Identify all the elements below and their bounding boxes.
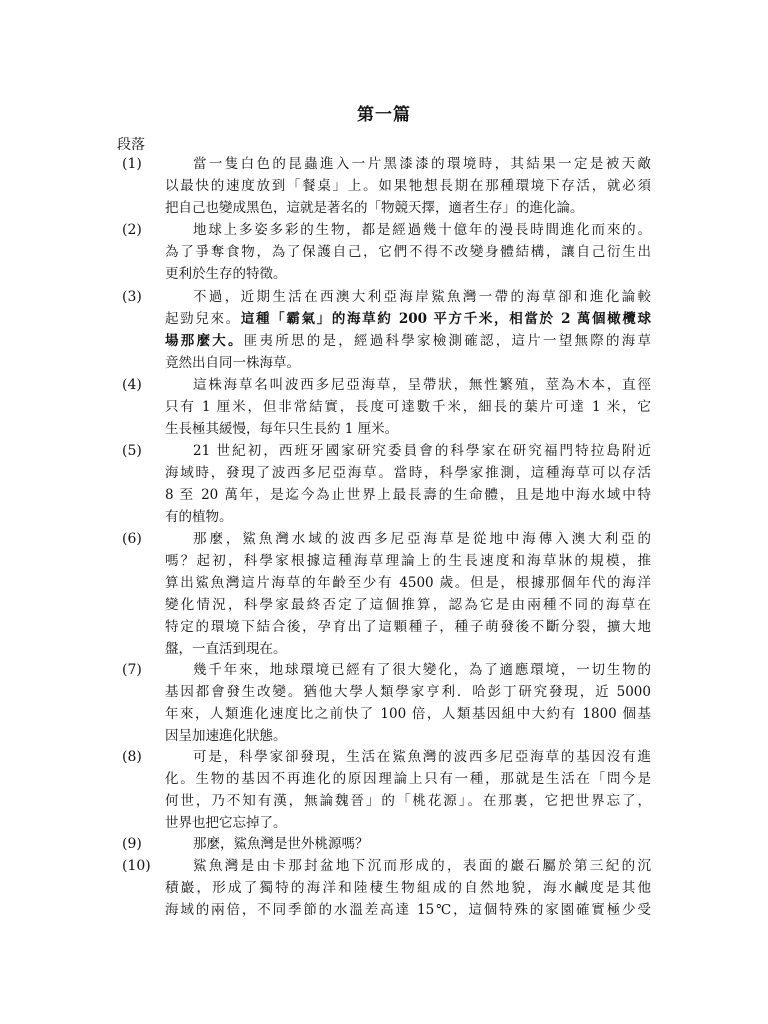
- paragraph-number: (4): [122, 377, 142, 393]
- paragraph-line: 生長極其緩慢，每年只生長約 1 厘米。: [165, 421, 399, 437]
- bold-emphasis: 場那麼大。: [165, 333, 244, 349]
- paragraph-number: (9): [122, 836, 142, 852]
- paragraph-number: (8): [122, 749, 142, 765]
- paragraph-line: 這株海草名叫波西多尼亞海草，呈帶狀，無性繁殖，莖為木本，直徑: [193, 377, 651, 393]
- paragraph-number: (3): [122, 289, 142, 305]
- paragraph-line: 當一隻白色的昆蟲進入一片黑漆漆的環境時，其結果一定是被天敵: [193, 156, 651, 172]
- paragraph-line: 嗎？起初，科學家根據這種海草理論上的生長速度和海草牀的規模，推: [165, 553, 651, 569]
- paragraph-line: 8 至 20 萬年，是迄今為止世界上最長壽的生命體，且是地中海水域中特: [165, 487, 651, 503]
- paragraph-line: 海域時，發現了波西多尼亞海草。當時，科學家推測，這種海草可以存活: [165, 465, 651, 481]
- paragraph-line: 基因都會發生改變。猶他大學人類學家亨利．哈彭丁研究發現，近 5000: [165, 684, 651, 700]
- paragraph-line: 世界也把它忘掉了。: [165, 815, 287, 831]
- paragraph-line: 不過，近期生活在西澳大利亞海岸鯊魚灣一帶的海草卻和進化論較: [193, 289, 651, 305]
- page-title: 第一篇: [357, 105, 411, 125]
- paragraph-number: (2): [122, 222, 142, 238]
- paragraph-line-mixed: [165, 330, 651, 352]
- paragraph-line: 年來，人類進化速度比之前快了 100 倍，人類基因組中大約有 1800 個基: [165, 706, 651, 722]
- paragraph-line: 21 世紀初，西班牙國家研究委員會的科學家在研究福門特拉島附近: [193, 443, 651, 459]
- section-label: 段落: [117, 137, 145, 153]
- paragraph-line: 幾千年來，地球環境已經有了很大變化，為了適應環境，一切生物的: [193, 662, 651, 678]
- paragraph-line: 把自己也變成黑色，這就是著名的「物競天擇，適者生存」的進化論。: [165, 200, 584, 216]
- paragraph-line: 以最快的速度放到「餐桌」上。如果牠想長期在那種環境下存活，就必須: [165, 178, 651, 194]
- paragraph-line: 何世，乃不知有漢，無論魏晉」的「桃花源」。在那裏，它把世界忘了，: [165, 793, 651, 809]
- paragraph-line: 更利於生存的特徵。: [165, 266, 287, 282]
- paragraph-line: 可是，科學家卻發現，生活在鯊魚灣的波西多尼亞海草的基因沒有進: [193, 749, 651, 765]
- paragraph-line: 有的植物。: [165, 509, 233, 525]
- paragraph-line-mixed: [165, 308, 651, 330]
- paragraph-text: 匪夷所思的是，經過科學家檢測確認，這片一望無際的海草: [243, 333, 651, 349]
- paragraph-number: (10): [122, 858, 151, 874]
- paragraph-number: (5): [122, 443, 142, 459]
- paragraph-line: 因呈加速進化狀態。: [165, 728, 287, 744]
- paragraph-line: 那麼，鯊魚灣水域的波西多尼亞海草是從地中海傳入澳大利亞的: [193, 531, 651, 547]
- paragraph-line: 化。生物的基因不再進化的原因理論上只有一種，那就是生活在「問今是: [165, 771, 651, 787]
- paragraph-line: 海域的兩倍，不同季節的水溫差高達 15℃，這個特殊的家園確實極少受: [165, 902, 651, 918]
- paragraph-line: 積巖，形成了獨特的海洋和陸棲生物組成的自然地貌，海水鹹度是其他: [165, 880, 651, 896]
- paragraph-line: 那麼，鯊魚灣是世外桃源嗎？: [193, 836, 369, 852]
- paragraph-line: 為了爭奪食物，為了保護自己，它們不得不改變身體結構，讓自己衍生出: [165, 244, 651, 260]
- bold-emphasis: 這種「霸氣」的海草約 200 平方千米，相當於 2 萬個橄欖球: [240, 311, 651, 327]
- paragraph-line: 竟然出自同一株海草。: [165, 355, 300, 371]
- paragraph-line: 算出鯊魚灣這片海草的年齡至少有 4500 歲。但是，根據那個年代的海洋: [165, 575, 651, 591]
- paragraph-line: 特定的環境下結合後，孕育出了這顆種子，種子萌發後不斷分裂，擴大地: [165, 619, 651, 635]
- paragraph-line: 只有 1 厘米，但非常結實，長度可達數千米，細長的葉片可達 1 米，它: [165, 399, 651, 415]
- paragraph-line: 變化情況，科學家最終否定了這個推算，認為它是由兩種不同的海草在: [165, 597, 651, 613]
- paragraph-line: 盤，一直活到現在。: [165, 641, 287, 657]
- paragraph-line: 地球上多姿多彩的生物，都是經過幾十億年的漫長時間進化而來的。: [193, 222, 651, 238]
- paragraph-number: (7): [122, 662, 142, 678]
- paragraph-line: 鯊魚灣是由卡那封盆地下沉而形成的，表面的巖石屬於第三紀的沉: [193, 858, 651, 874]
- paragraph-number: (1): [122, 156, 142, 172]
- paragraph-text: 起勁兒來。: [165, 311, 241, 327]
- paragraph-number: (6): [122, 531, 142, 547]
